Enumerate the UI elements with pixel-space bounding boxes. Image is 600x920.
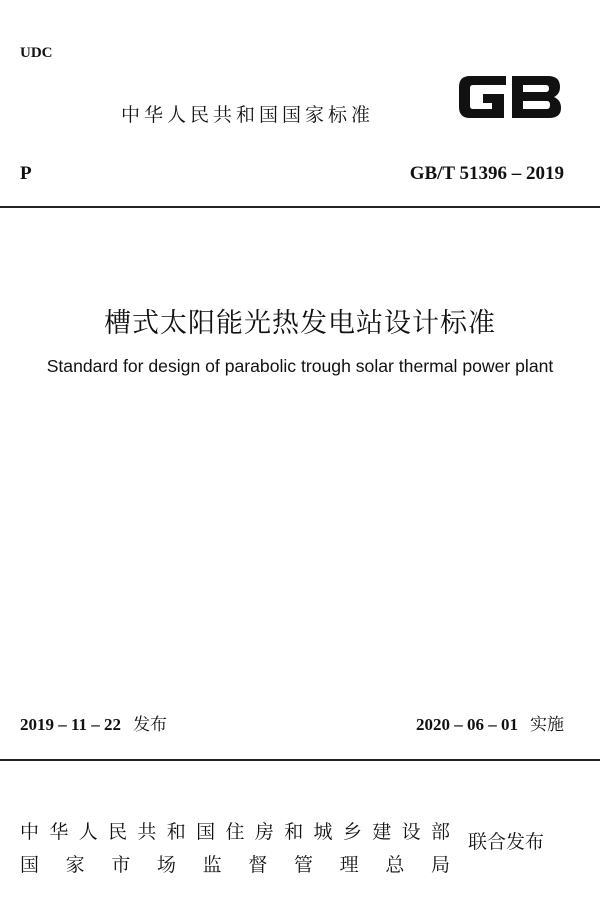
joint-release-label: 联合发布 (468, 831, 545, 853)
title-chinese: 槽式太阳能光热发电站设计标准 (104, 308, 496, 339)
top-divider (0, 206, 600, 208)
issue-date: 2019 – 11 – 22 (20, 715, 122, 734)
udc-label: UDC (20, 45, 53, 61)
implement-date: 2020 – 06 – 01 (416, 715, 518, 734)
issuer-line-1: 中华人民共和国住房和城乡建设部 (20, 821, 450, 843)
issuer-line-2: 国家市场监督管理总局 (20, 854, 450, 876)
category-code: P (20, 163, 32, 184)
national-standard-heading: 中华人民共和国国家标准 (121, 104, 375, 126)
gb-logo (456, 70, 564, 124)
gb-logo-g (459, 76, 506, 118)
title-english: Standard for design of parabolic trough solar thermal power plant (46, 356, 554, 376)
issue-date-block (20, 710, 167, 735)
bottom-divider (0, 759, 600, 761)
implement-date-block (416, 710, 564, 735)
gb-logo-b (512, 76, 561, 118)
issue-label: 发布 (133, 715, 168, 735)
implement-label: 实施 (530, 715, 564, 735)
standard-number: GB/T 51396 – 2019 (409, 163, 564, 184)
